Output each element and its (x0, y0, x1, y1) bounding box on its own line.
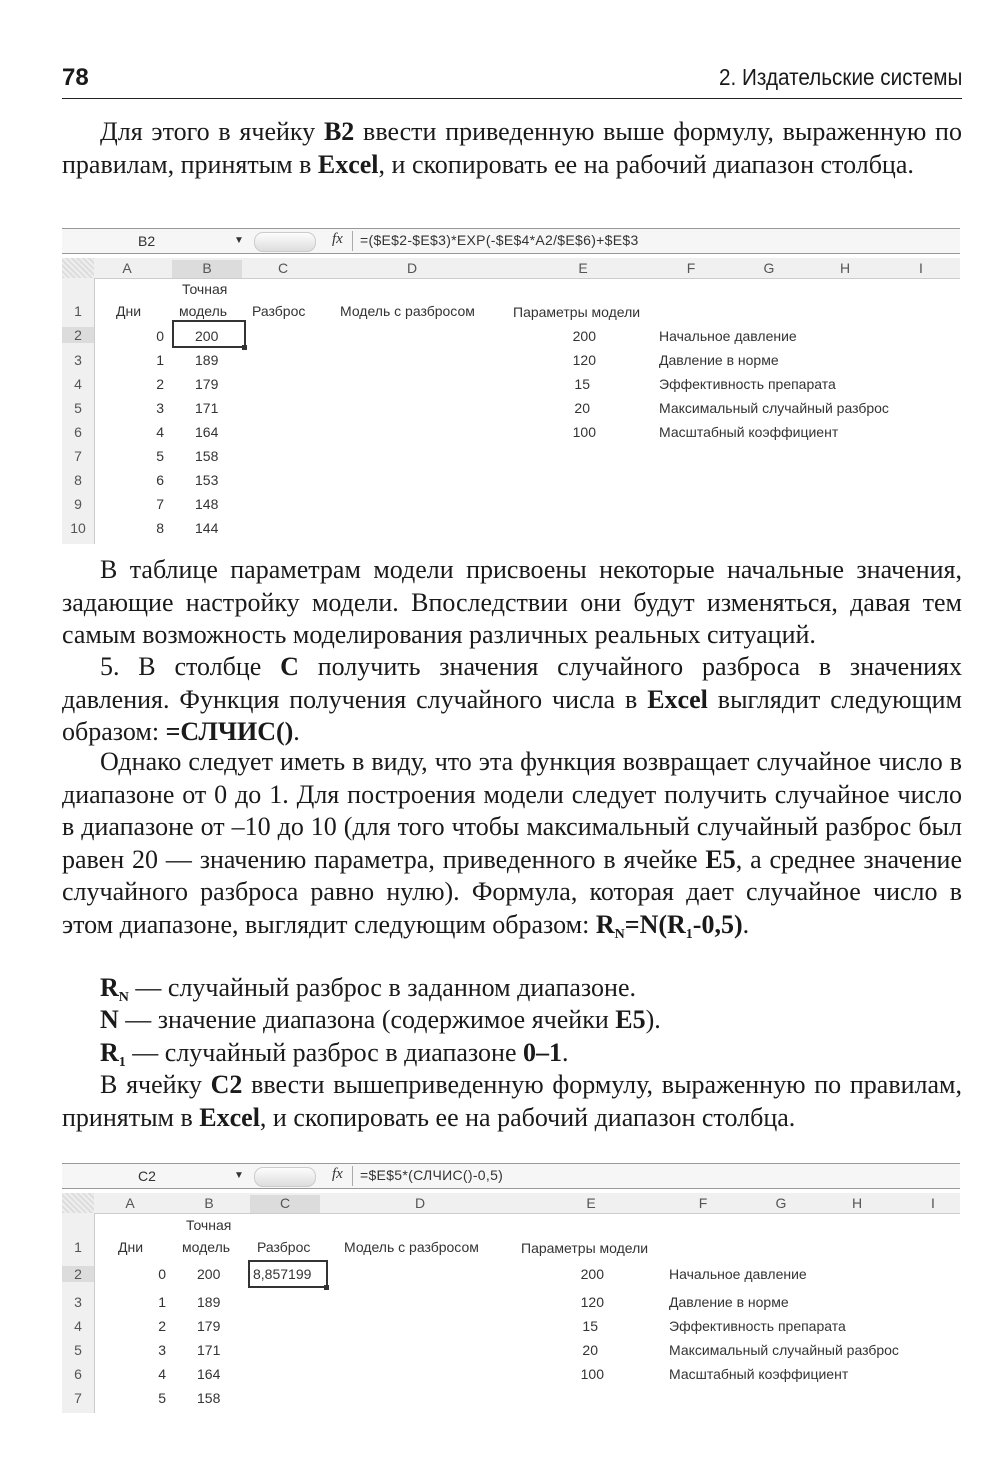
cell-param-name[interactable]: Эффективность препарата (659, 376, 836, 392)
cell-model[interactable]: 189 (197, 1294, 221, 1310)
cell-param-name[interactable]: Эффективность препарата (669, 1318, 846, 1334)
formula-bar (62, 228, 960, 254)
cell-day[interactable]: 8 (156, 520, 164, 536)
spreadsheet-2 (62, 1163, 960, 1413)
column-header[interactable]: I (919, 260, 923, 276)
name-box[interactable]: B2 ▼ (62, 229, 242, 253)
definition-n: N — значение диапазона (содержимое ячейки E5). (100, 1005, 661, 1034)
cell-model[interactable]: 158 (197, 1390, 221, 1406)
header-model-with-spread[interactable]: Модель с разбросом (344, 1239, 479, 1255)
cell-param-name[interactable]: Масштабный коэффициент (659, 424, 839, 440)
row-header[interactable]: 6 (74, 424, 82, 440)
cell-param-name[interactable]: Давление в норме (669, 1294, 789, 1310)
cell-day[interactable]: 5 (156, 448, 164, 464)
header-spread[interactable]: Разброс (252, 303, 306, 319)
cell-model[interactable]: 189 (195, 352, 219, 368)
paragraph-formula-explain: Однако следует иметь в виду, что эта функция возвращает случайное число в диапазоне от 0 до 1. Для построения модели следует получить случайное число в диапазоне от –10 до 10 (для того чтобы максимальный случайный разброс был равен 20 — значению параметра, приведенного в ячейке E5, а среднее значение случайного разброса равно нулю). Формула, которая дает случайное число в этом диапазоне, выглядит следующим образом: $R_N=N(R_1-0,5)$. (62, 747, 962, 942)
cell-day[interactable]: 4 (156, 424, 164, 440)
cell-param-value[interactable]: 20 (582, 1342, 598, 1358)
cell-model[interactable]: 148 (195, 496, 219, 512)
select-all-corner[interactable] (62, 1193, 94, 1213)
formula-tools-icon (254, 232, 316, 252)
dropdown-arrow-icon[interactable]: ▼ (234, 1170, 244, 1181)
header-days[interactable]: Дни (116, 303, 142, 319)
dropdown-arrow-icon[interactable]: ▼ (234, 235, 244, 246)
cell-param-value[interactable]: 100 (572, 424, 596, 440)
row-headers (62, 278, 95, 544)
cell-param-name[interactable]: Давление в норме (659, 352, 779, 368)
cell-param-name[interactable]: Масштабный коэффициент (669, 1366, 849, 1382)
cell-day[interactable]: 5 (158, 1390, 166, 1406)
paragraph-params: В таблице параметрам модели присвоены некоторые начальные значения, задающие настройку модели. Впоследствии они будут изменяться, давая тем самым возможность моделирования различных реальных ситуаций. (62, 555, 962, 649)
cell-model[interactable]: 153 (195, 472, 219, 488)
select-all-corner[interactable] (62, 258, 94, 278)
column-header[interactable]: D (414, 1195, 426, 1211)
column-header[interactable]: A (125, 1195, 135, 1211)
header-exact-model-line2[interactable]: модель (182, 1239, 231, 1255)
column-header[interactable]: F (686, 260, 696, 276)
cell-day[interactable]: 2 (156, 376, 164, 392)
column-header[interactable]: E (578, 260, 588, 276)
row-header[interactable]: 5 (74, 400, 82, 416)
header-days[interactable]: Дни (118, 1239, 144, 1255)
paragraph-step5: 5. В столбце C получить значения случайного разброса в значениях давления. Функция получения случайного числа в Excel выглядит следующим образом: =СЛЧИС(). (62, 652, 963, 746)
chapter-title: 2. Издательские системы (718, 64, 962, 90)
row-header[interactable]: 10 (70, 520, 86, 536)
cell-model[interactable]: 171 (195, 400, 219, 416)
column-header[interactable]: B (204, 1195, 214, 1211)
cell-model[interactable]: 200 (197, 1266, 221, 1282)
cell-param-name[interactable]: Максимальный случайный разброс (669, 1342, 899, 1358)
cell-model[interactable]: 171 (197, 1342, 221, 1358)
column-header[interactable]: A (122, 260, 132, 276)
row-header[interactable]: 9 (74, 496, 82, 512)
fill-handle[interactable] (242, 345, 247, 350)
fill-handle[interactable] (324, 1285, 329, 1290)
cell-day[interactable]: 4 (158, 1366, 166, 1382)
header-exact-model-line1[interactable]: Точная (186, 1217, 232, 1233)
header-exact-model-line1[interactable]: Точная (182, 281, 228, 297)
cell-model[interactable]: 179 (197, 1318, 221, 1334)
cell-model[interactable]: 144 (195, 520, 219, 536)
cell-param-value[interactable]: 15 (574, 376, 590, 392)
cell-model[interactable]: 158 (195, 448, 219, 464)
cell-spread-value[interactable]: 8,857199 (253, 1266, 312, 1282)
column-header[interactable]: B (172, 260, 242, 278)
header-exact-model-line2[interactable]: модель (179, 303, 228, 319)
cell-day[interactable]: 3 (156, 400, 164, 416)
cell-param-value[interactable]: 15 (582, 1318, 598, 1334)
cell-param-name[interactable]: Максимальный случайный разброс (659, 400, 889, 416)
cell-param-value[interactable]: 200 (572, 328, 596, 344)
row-header[interactable]: 7 (74, 448, 82, 464)
cell-param-value[interactable]: 120 (580, 1294, 604, 1310)
cell-day[interactable]: 2 (158, 1318, 166, 1334)
column-header[interactable]: C (250, 1195, 320, 1213)
row-header[interactable]: 8 (74, 472, 82, 488)
row-header[interactable]: 2 (62, 327, 94, 343)
paragraph-intro: Для этого в ячейку B2 ввести приведенную выше формулу, выраженную по правилам, принятым в Excel, и скопировать ее на рабочий диапазон столбца. (62, 117, 962, 179)
cell-model[interactable]: 179 (195, 376, 219, 392)
column-header[interactable]: H (839, 260, 851, 276)
row-header[interactable]: 7 (74, 1390, 82, 1406)
row-header[interactable]: 4 (74, 1318, 82, 1334)
header-model-params[interactable]: Параметры модели (513, 304, 641, 320)
page-header (62, 58, 962, 99)
function-icon[interactable]: fx (332, 231, 343, 247)
cell-param-value[interactable]: 200 (580, 1266, 604, 1282)
cell-param-name[interactable]: Начальное давление (659, 328, 797, 344)
cell-day[interactable]: 6 (156, 472, 164, 488)
header-model-with-spread[interactable]: Модель с разбросом (340, 303, 475, 319)
formula-text[interactable]: =($E$2-$E$3)*EXP(-$E$4*A2/$E$6)+$E$3 (360, 232, 639, 248)
column-header[interactable]: C (277, 260, 289, 276)
row-header[interactable]: 3 (74, 1294, 82, 1310)
column-header[interactable]: F (698, 1195, 708, 1211)
cell-day[interactable]: 0 (158, 1266, 166, 1282)
column-headers (62, 258, 960, 279)
paragraph-c2: В ячейку C2 ввести вышеприведенную формулу, выраженную по правилам, принятым в Excel, и скопировать ее на рабочий диапазон столбца. (62, 1070, 962, 1132)
cell-model[interactable]: 200 (195, 328, 219, 344)
row-header[interactable]: 6 (74, 1366, 82, 1382)
cell-model[interactable]: 164 (197, 1366, 221, 1382)
header-spread[interactable]: Разброс (257, 1239, 311, 1255)
name-box[interactable]: C2 ▼ (62, 1164, 242, 1188)
function-icon[interactable]: fx (332, 1166, 343, 1182)
row-header[interactable]: 1 (74, 1239, 82, 1255)
row-header[interactable]: 1 (74, 303, 82, 319)
cell-day[interactable]: 1 (156, 352, 164, 368)
cell-day[interactable]: 0 (156, 328, 164, 344)
formula-text[interactable]: =$E$5*(СЛЧИС()-0,5) (360, 1167, 504, 1183)
row-header[interactable]: 5 (74, 1342, 82, 1358)
header-model-params[interactable]: Параметры модели (521, 1240, 649, 1256)
definition-r1: $R_1$ — случайный разброс в диапазоне 0–1. (100, 1038, 569, 1070)
formula-bar (62, 1163, 960, 1189)
spreadsheet-1 (62, 228, 960, 544)
cell-day[interactable]: 3 (158, 1342, 166, 1358)
cell-day[interactable]: 1 (158, 1294, 166, 1310)
row-headers (62, 1213, 95, 1413)
row-header[interactable]: 2 (62, 1266, 94, 1282)
cell-param-value[interactable]: 120 (572, 352, 596, 368)
column-header[interactable]: E (586, 1195, 596, 1211)
column-header[interactable]: H (851, 1195, 863, 1211)
definition-rn: $R_N$ — случайный разброс в заданном диапазоне. (100, 973, 636, 1005)
cell-day[interactable]: 7 (156, 496, 164, 512)
column-header[interactable]: D (406, 260, 418, 276)
row-header[interactable]: 4 (74, 376, 82, 392)
column-header[interactable]: G (775, 1195, 787, 1211)
page-number: 78 (62, 64, 89, 91)
cell-model[interactable]: 164 (195, 424, 219, 440)
cell-param-value[interactable]: 20 (574, 400, 590, 416)
cell-param-value[interactable]: 100 (580, 1366, 604, 1382)
cell-param-name[interactable]: Начальное давление (669, 1266, 807, 1282)
column-headers (62, 1193, 960, 1214)
row-header[interactable]: 3 (74, 352, 82, 368)
column-header[interactable]: G (763, 260, 775, 276)
column-header[interactable]: I (931, 1195, 935, 1211)
formula-tools-icon (254, 1167, 316, 1187)
